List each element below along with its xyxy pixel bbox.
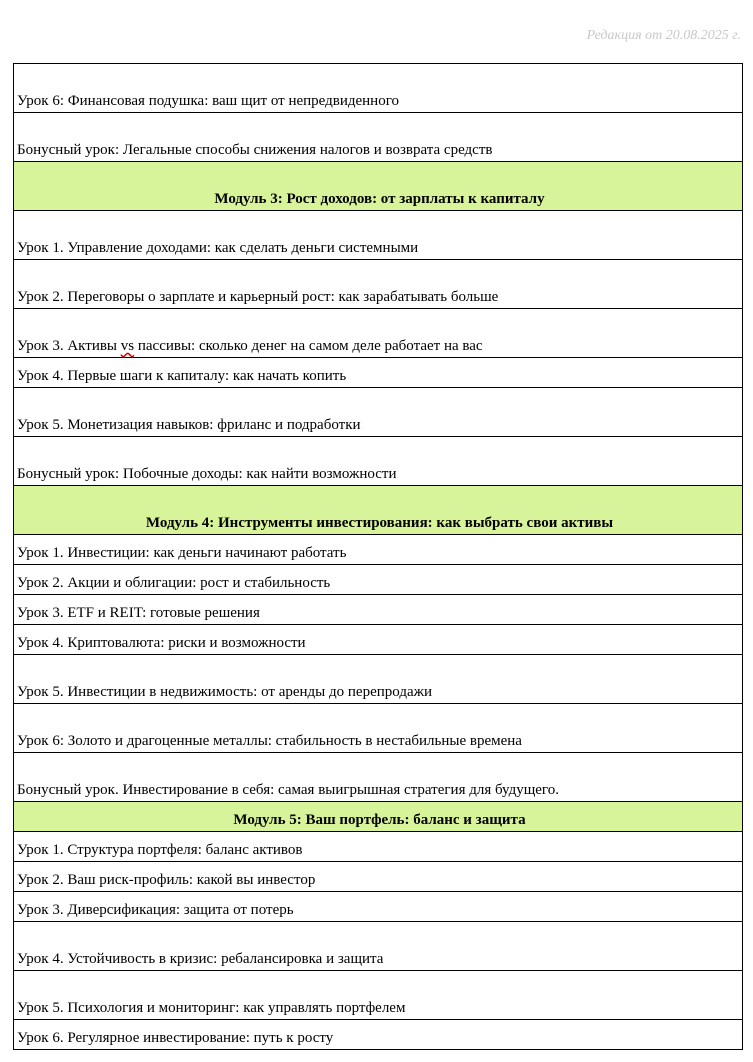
lesson-row xyxy=(14,1020,743,1050)
curriculum-table xyxy=(13,63,743,1050)
lesson-row xyxy=(14,437,743,486)
lesson-row xyxy=(14,832,743,862)
lesson-row xyxy=(14,862,743,892)
lesson-title: Бонусный урок: Побочные доходы: как найти возможности xyxy=(14,437,743,486)
lesson-row xyxy=(14,655,743,704)
lesson-row xyxy=(14,892,743,922)
lesson-title: Урок 6. Регулярное инвестирование: путь к росту xyxy=(14,1020,743,1050)
lesson-title: Урок 1. Управление доходами: как сделать деньги системными xyxy=(14,211,743,260)
module-title: Модуль 3: Рост доходов: от зарплаты к капиталу xyxy=(14,162,743,211)
lesson-title: Урок 3. Диверсификация: защита от потерь xyxy=(14,892,743,922)
lesson-row xyxy=(14,625,743,655)
lesson-row xyxy=(14,565,743,595)
lesson-row xyxy=(14,358,743,388)
lesson-row xyxy=(14,922,743,971)
lesson-title: Бонусный урок. Инвестирование в себя: самая выигрышная стратегия для будущего. xyxy=(14,753,743,802)
lesson-title: Урок 2. Переговоры о зарплате и карьерный рост: как зарабатывать больше xyxy=(14,260,743,309)
lesson-title: Урок 5. Инвестиции в недвижимость: от аренды до перепродажи xyxy=(14,655,743,704)
lesson-title: Урок 1. Инвестиции: как деньги начинают работать xyxy=(14,535,743,565)
lesson-title: Урок 4. Первые шаги к капиталу: как начать копить xyxy=(14,358,743,388)
lesson-title: Урок 3. ETF и REIT: готовые решения xyxy=(14,595,743,625)
lesson-row xyxy=(14,64,743,113)
lesson-title: Урок 2. Ваш риск-профиль: какой вы инвестор xyxy=(14,862,743,892)
lesson-title: Урок 5. Монетизация навыков: фриланс и подработки xyxy=(14,388,743,437)
spellcheck-mark: vs xyxy=(120,338,135,354)
lesson-row xyxy=(14,388,743,437)
lesson-row xyxy=(14,113,743,162)
lesson-title: Урок 4. Криптовалюта: риски и возможности xyxy=(14,625,743,655)
lesson-title: Урок 5. Психология и мониторинг: как управлять портфелем xyxy=(14,971,743,1020)
lesson-title: Урок 2. Акции и облигации: рост и стабильность xyxy=(14,565,743,595)
lesson-row xyxy=(14,260,743,309)
lesson-title: Урок 4. Устойчивость в кризис: ребалансировка и защита xyxy=(14,922,743,971)
lesson-title: Урок 6: Золото и драгоценные металлы: стабильность в нестабильные времена xyxy=(14,704,743,753)
lesson-title: Урок 1. Структура портфеля: баланс активов xyxy=(14,832,743,862)
lesson-row xyxy=(14,753,743,802)
lesson-title: Урок 3. Активы vs пассивы: сколько денег на самом деле работает на вас xyxy=(14,309,743,358)
module-title: Модуль 5: Ваш портфель: баланс и защита xyxy=(14,802,743,832)
module-title: Модуль 4: Инструменты инвестирования: как выбрать свои активы xyxy=(14,486,743,535)
lesson-row xyxy=(14,211,743,260)
module-header-row xyxy=(14,162,743,211)
lesson-row xyxy=(14,309,743,358)
lesson-row xyxy=(14,971,743,1020)
lesson-row xyxy=(14,595,743,625)
edition-note: Редакция от 20.08.2025 г. xyxy=(586,28,741,43)
module-header-row xyxy=(14,802,743,832)
lesson-title: Урок 6: Финансовая подушка: ваш щит от непредвиденного xyxy=(14,64,743,113)
module-header-row xyxy=(14,486,743,535)
lesson-title: Бонусный урок: Легальные способы снижения налогов и возврата средств xyxy=(14,113,743,162)
lesson-row xyxy=(14,704,743,753)
lesson-row xyxy=(14,535,743,565)
